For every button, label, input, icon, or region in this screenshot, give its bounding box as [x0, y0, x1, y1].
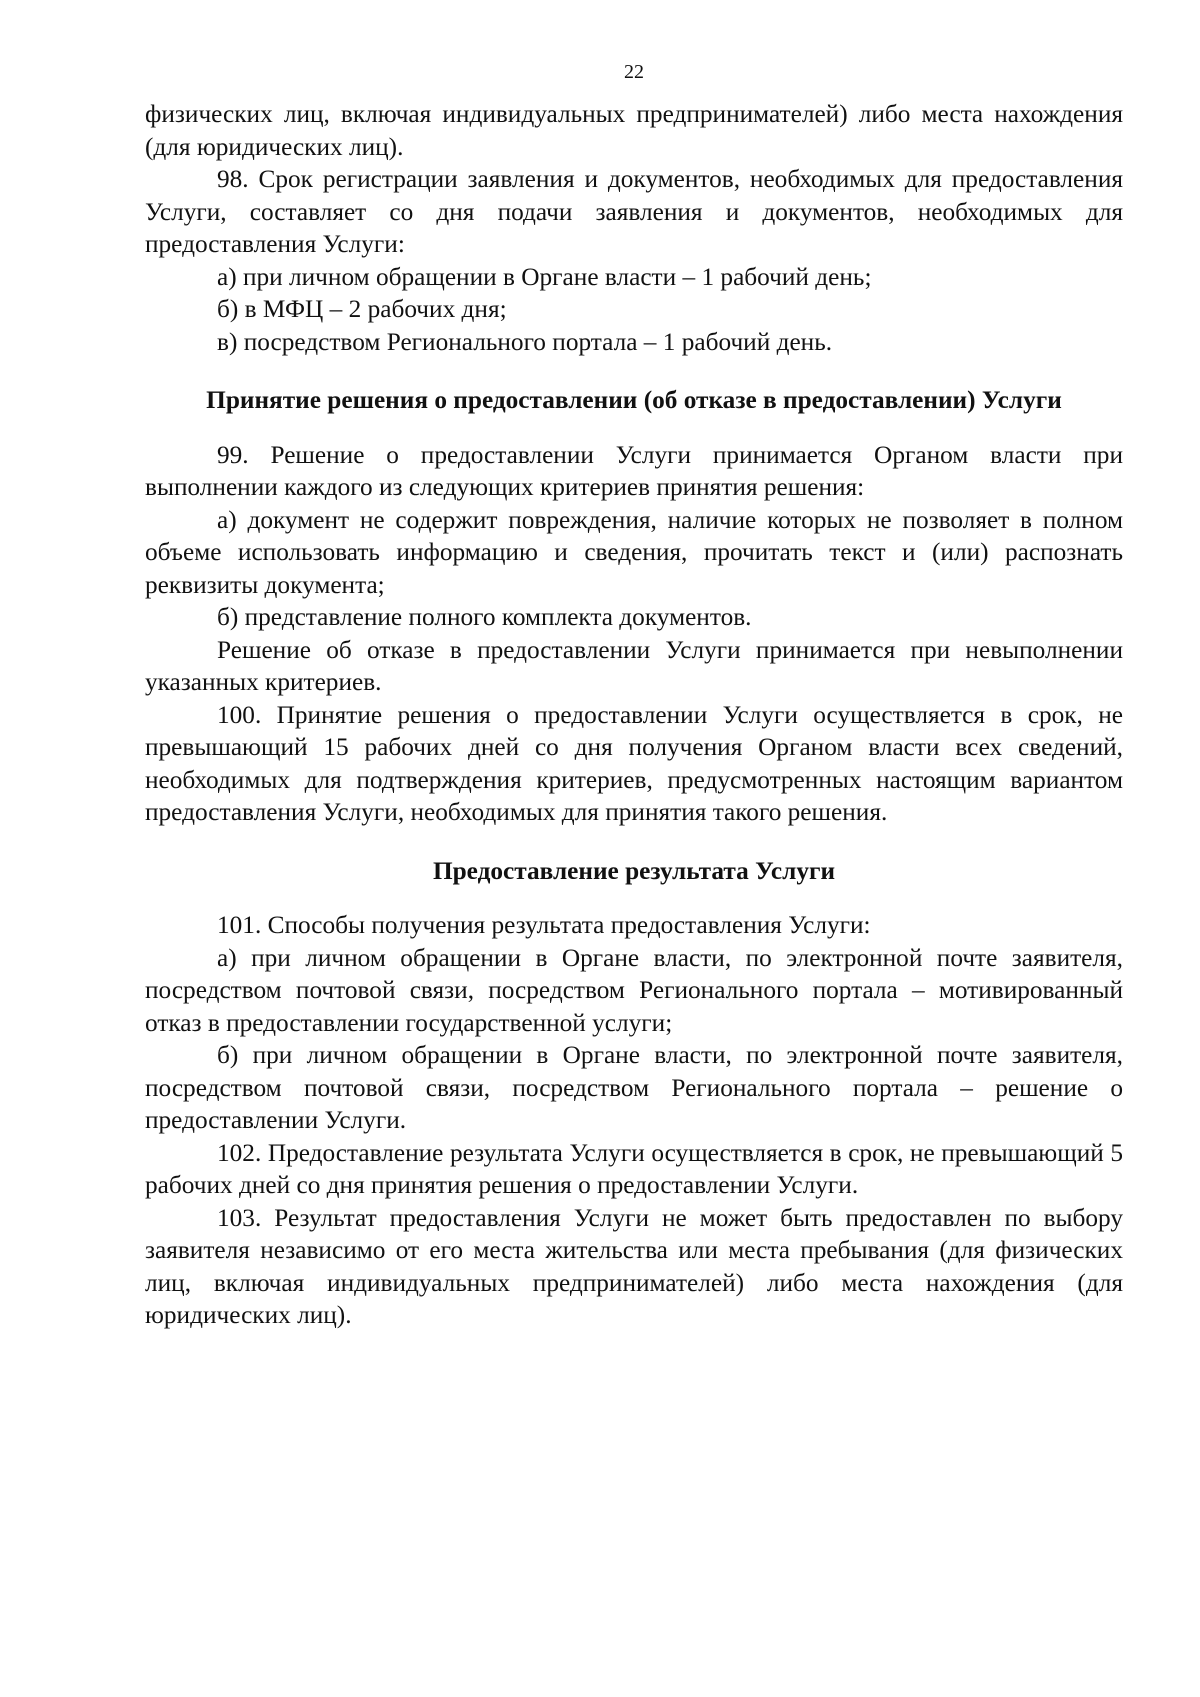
section-heading-result: Предоставление результата Услуги — [432, 856, 836, 885]
section-heading-decision: Принятие решения о предоставлении (об отказе в предоставлении) Услуги — [206, 386, 1062, 414]
list-item-98-b: б) в МФЦ – 2 рабочих дня; — [217, 295, 507, 323]
list-item-101-a: а) при личном обращении в Органе власти, по электронной почте заявителя, посредством почтовой связи, посредством Регионального портала – мотивированный отказ в предоставлении государственной услуги; — [145, 943, 1123, 1037]
spacer — [145, 358, 1123, 384]
paragraph-101: 101. Способы получения результата предоставления Услуги: — [217, 911, 871, 939]
list-item-98-a: а) при личном обращении в Органе власти – 1 рабочий день; — [217, 262, 872, 291]
paragraph-99: 99. Решение о предоставлении Услуги принимается Органом власти при выполнении каждого из следующих критериев принятия решения: — [145, 440, 1123, 501]
paragraph-103: 103. Результат предоставления Услуги не может быть предоставлен по выбору заявителя независимо от его места жительства или места пребывания (для физических лиц, включая индивидуальных предпринимателей) либо места нахождения (для юридических лиц). — [145, 1203, 1123, 1329]
spacer — [145, 417, 1123, 439]
paragraph-refusal: Решение об отказе в предоставлении Услуги принимается при невыполнении указанных критериев. — [145, 635, 1123, 696]
list-item-101-b: б) при личном обращении в Органе власти, по электронной почте заявителя, посредством почтовой связи, посредством Регионального портала – решение о предоставлении Услуги. — [145, 1041, 1123, 1134]
list-item-98-c: в) посредством Регионального портала – 1 рабочий день. — [217, 327, 833, 356]
list-item-99-a: а) документ не содержит повреждения, наличие которых не позволяет в полном объеме использовать информацию и сведения, прочитать текст и (или) распознать реквизиты документа; — [145, 505, 1123, 599]
spacer — [145, 887, 1123, 909]
paragraph-98: 98. Срок регистрации заявления и документов, необходимых для предоставления Услуги, составляет со дня подачи заявления и документов, необходимых для предоставления Услуги: — [145, 165, 1123, 258]
spacer — [145, 829, 1123, 855]
list-item-99-b: б) представление полного комплекта документов. — [217, 603, 752, 631]
document-page — [145, 60, 1123, 1332]
page-number: 22 — [624, 61, 644, 83]
paragraph-100: 100. Принятие решения о предоставлении Услуги осуществляется в срок, не превышающий 15 рабочих дней со дня получения Органом власти всех сведений, необходимых для подтверждения критериев, предусмотренных настоящим вариантом предоставления Услуги, необходимых для принятия такого решения. — [145, 700, 1123, 826]
paragraph-102: 102. Предоставление результата Услуги осуществляется в срок, не превышающий 5 рабочих дней со дня принятия решения о предоставлении Услуги. — [145, 1138, 1123, 1199]
paragraph-continuation: физических лиц, включая индивидуальных предпринимателей) либо места нахождения (для юридических лиц). — [145, 100, 1123, 161]
